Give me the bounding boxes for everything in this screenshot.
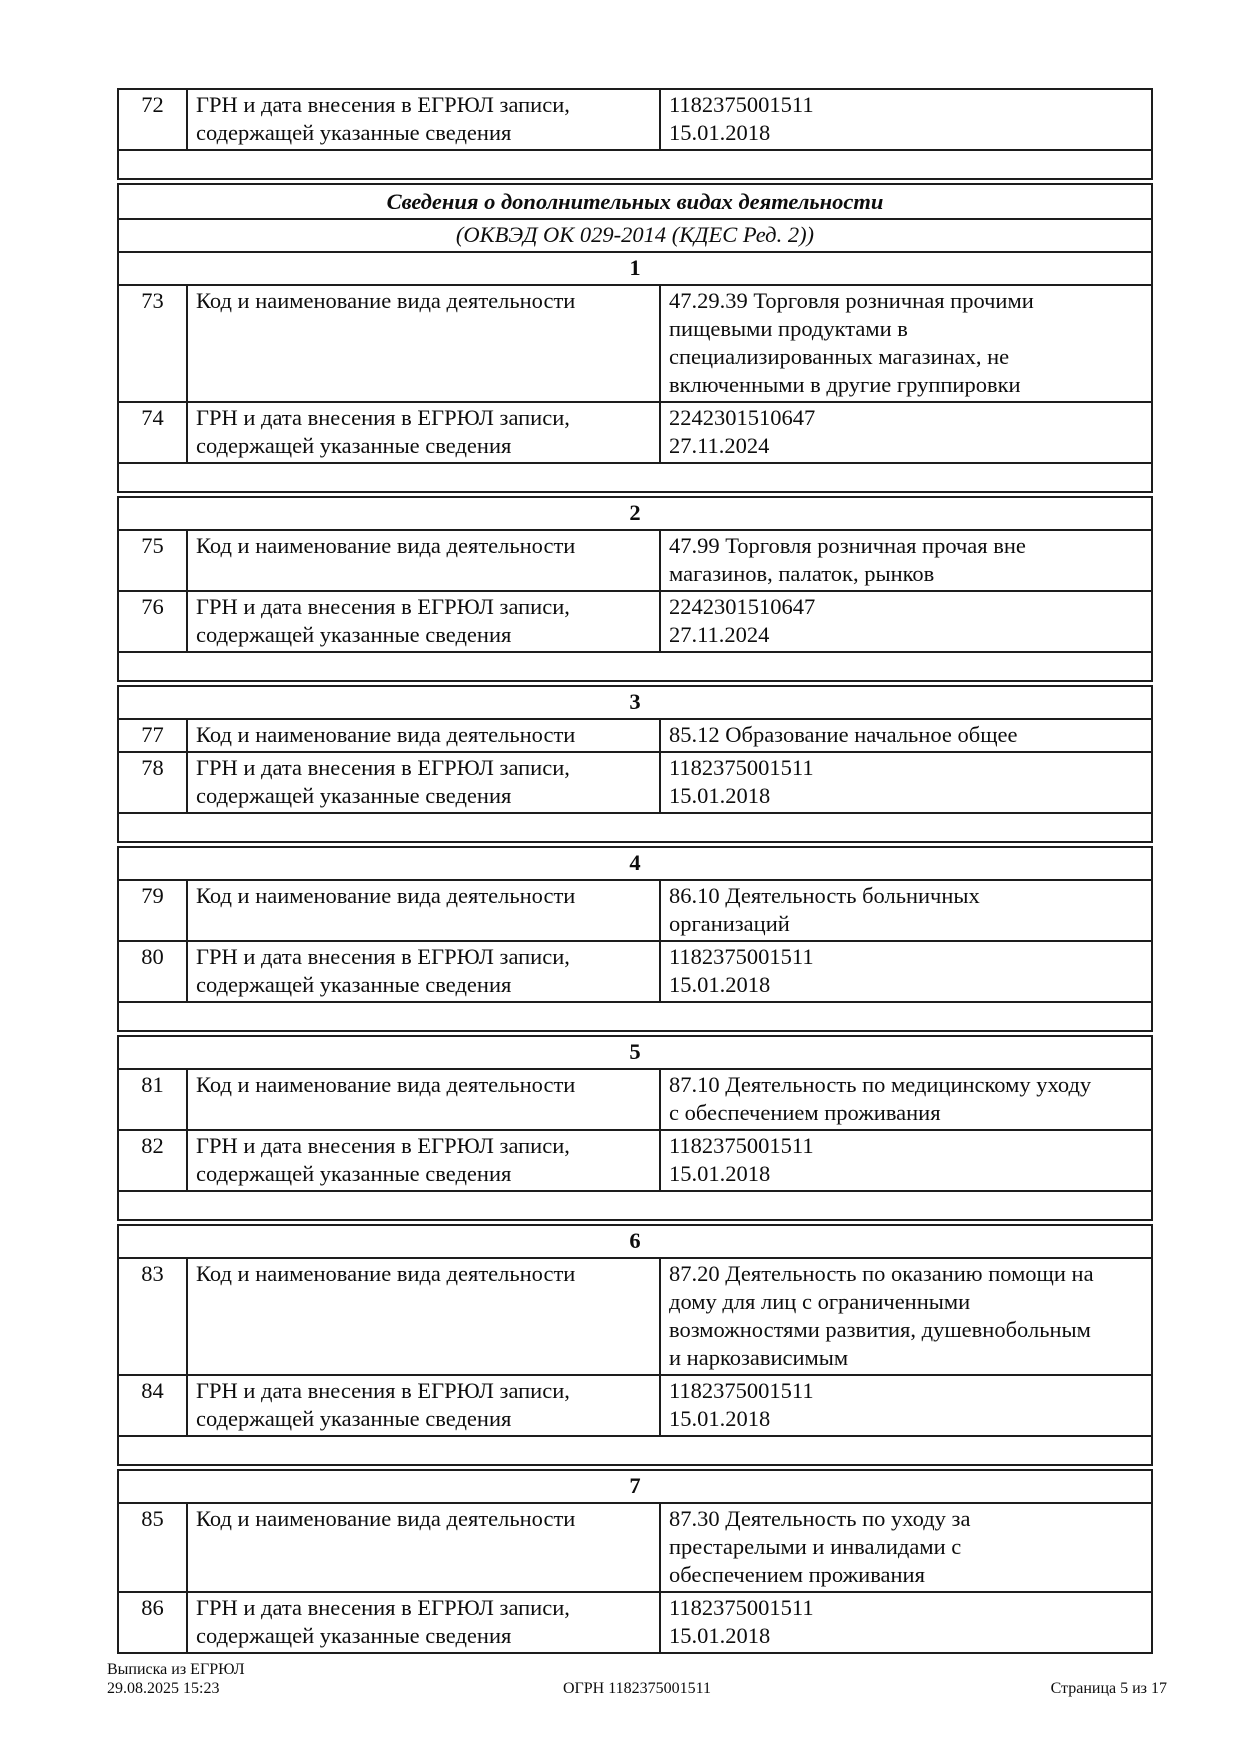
section-number-row (118, 686, 1152, 719)
section-number: 3 (118, 686, 1152, 719)
row-number: 72 (118, 89, 187, 150)
row-number: 84 (118, 1375, 187, 1436)
section-number: 7 (118, 1470, 1152, 1503)
section-title: Сведения о дополнительных видах деятельности (118, 184, 1152, 219)
row-number: 75 (118, 530, 187, 591)
row-label: ГРН и дата внесения в ЕГРЮЛ записи, содержащей указанные сведения (187, 1592, 660, 1653)
row-label: ГРН и дата внесения в ЕГРЮЛ записи, содержащей указанные сведения (187, 941, 660, 1002)
row-value: 85.12 Образование начальное общее (660, 719, 1152, 752)
section-number-row (118, 252, 1152, 285)
grn-number: 2242301510647 (669, 594, 816, 619)
row-value: 47.99 Торговля розничная прочая вне магазинов, палаток, рынков (660, 530, 1152, 591)
row-value (660, 1375, 1152, 1436)
row-value: 87.30 Деятельность по уходу за престарелыми и инвалидами с обеспечением проживания (660, 1503, 1152, 1592)
grn-date: 15.01.2018 (669, 1161, 771, 1186)
spacer-row (118, 463, 1152, 492)
row-label: Код и наименование вида деятельности (187, 880, 660, 941)
footer-datetime: 29.08.2025 15:23 (107, 1680, 220, 1697)
row-number: 83 (118, 1258, 187, 1375)
grn-date: 15.01.2018 (669, 972, 771, 997)
section-4-table (117, 846, 1153, 1032)
section-number-row (118, 1036, 1152, 1069)
section-number: 6 (118, 1225, 1152, 1258)
section-number-row (118, 847, 1152, 880)
row-label: ГРН и дата внесения в ЕГРЮЛ записи, содержащей указанные сведения (187, 402, 660, 463)
section-number: 5 (118, 1036, 1152, 1069)
row-value: 87.20 Деятельность по оказанию помощи на дому для лиц с ограниченными возможностями развития, душевнобольным и наркозависимым (660, 1258, 1152, 1375)
grn-label-line2: содержащей указанные сведения (196, 120, 512, 145)
table-row (118, 752, 1152, 813)
row-number: 79 (118, 880, 187, 941)
footer-page-number: Страница 5 из 17 (1050, 1680, 1167, 1697)
row-value: 86.10 Деятельность больничных организаций (660, 880, 1152, 941)
section-title-row (118, 184, 1152, 219)
table-row (118, 285, 1152, 402)
section-number: 4 (118, 847, 1152, 880)
record-group-72 (117, 88, 1153, 180)
row-number: 80 (118, 941, 187, 1002)
row-label: Код и наименование вида деятельности (187, 719, 660, 752)
table-row (118, 941, 1152, 1002)
row-value (660, 752, 1152, 813)
row-value (660, 1592, 1152, 1653)
table-row (118, 1130, 1152, 1191)
table-row (118, 1592, 1152, 1653)
row-label: Код и наименование вида деятельности (187, 1069, 660, 1130)
grn-number: 1182375001511 (669, 1133, 814, 1158)
grn-number: 2242301510647 (669, 405, 816, 430)
grn-label-line1: ГРН и дата внесения в ЕГРЮЛ записи, (196, 92, 570, 117)
row-value: 87.10 Деятельность по медицинскому уходу с обеспечением проживания (660, 1069, 1152, 1130)
row-number: 74 (118, 402, 187, 463)
table-row (118, 402, 1152, 463)
row-number: 81 (118, 1069, 187, 1130)
section-number: 1 (118, 252, 1152, 285)
section-5-table (117, 1035, 1153, 1221)
row-label: Код и наименование вида деятельности (187, 1503, 660, 1592)
section-number-row (118, 1470, 1152, 1503)
page-footer (107, 1661, 1167, 1698)
row-number: 77 (118, 719, 187, 752)
section-number-row (118, 497, 1152, 530)
spacer-row (118, 1191, 1152, 1220)
row-value (660, 941, 1152, 1002)
row-value (660, 591, 1152, 652)
section-subtitle: (ОКВЭД ОК 029-2014 (КДЕС Ред. 2)) (118, 219, 1152, 252)
row-label: ГРН и дата внесения в ЕГРЮЛ записи, содержащей указанные сведения (187, 752, 660, 813)
spacer-row (118, 652, 1152, 681)
section-7-table (117, 1469, 1153, 1654)
row-value (660, 1130, 1152, 1191)
footer-ogrn: ОГРН 1182375001511 (562, 1680, 712, 1697)
row-number: 73 (118, 285, 187, 402)
row-label: ГРН и дата внесения в ЕГРЮЛ записи, содержащей указанные сведения (187, 591, 660, 652)
grn-date: 27.11.2024 (669, 433, 770, 458)
spacer-row (118, 1436, 1152, 1465)
section-3-table (117, 685, 1153, 843)
grn-number: 1182375001511 (669, 92, 814, 117)
table-row (118, 880, 1152, 941)
row-number: 78 (118, 752, 187, 813)
row-label: ГРН и дата внесения в ЕГРЮЛ записи, содержащей указанные сведения (187, 1130, 660, 1191)
spacer-row (118, 150, 1152, 179)
footer-doc-name: Выписка из ЕГРЮЛ (107, 1661, 245, 1678)
row-value: 47.29.39 Торговля розничная прочими пищевыми продуктами в специализированных магазинах, не включенными в другие группировки (660, 285, 1152, 402)
row-label (187, 89, 660, 150)
grn-number: 1182375001511 (669, 1378, 814, 1403)
row-label: Код и наименование вида деятельности (187, 530, 660, 591)
spacer-row (118, 1002, 1152, 1031)
section-number-row (118, 1225, 1152, 1258)
grn-date: 15.01.2018 (669, 120, 771, 145)
table-row (118, 1503, 1152, 1592)
additional-activities-table (117, 183, 1153, 493)
table-row (118, 530, 1152, 591)
table-row (118, 1258, 1152, 1375)
section-6-table (117, 1224, 1153, 1466)
row-value (660, 89, 1152, 150)
row-number: 76 (118, 591, 187, 652)
grn-number: 1182375001511 (669, 944, 814, 969)
row-value (660, 402, 1152, 463)
table-row (118, 89, 1152, 150)
row-label: ГРН и дата внесения в ЕГРЮЛ записи, содержащей указанные сведения (187, 1375, 660, 1436)
section-subtitle-row (118, 219, 1152, 252)
table-row (118, 719, 1152, 752)
grn-date: 27.11.2024 (669, 622, 770, 647)
grn-number: 1182375001511 (669, 1595, 814, 1620)
row-number: 86 (118, 1592, 187, 1653)
grn-date: 15.01.2018 (669, 1406, 771, 1431)
section-2-table (117, 496, 1153, 682)
table-row (118, 1375, 1152, 1436)
row-label: Код и наименование вида деятельности (187, 285, 660, 402)
grn-number: 1182375001511 (669, 755, 814, 780)
spacer-row (118, 813, 1152, 842)
section-number: 2 (118, 497, 1152, 530)
table-row (118, 591, 1152, 652)
grn-date: 15.01.2018 (669, 783, 771, 808)
row-label: Код и наименование вида деятельности (187, 1258, 660, 1375)
table-row (118, 1069, 1152, 1130)
row-number: 85 (118, 1503, 187, 1592)
grn-date: 15.01.2018 (669, 1623, 771, 1648)
row-number: 82 (118, 1130, 187, 1191)
